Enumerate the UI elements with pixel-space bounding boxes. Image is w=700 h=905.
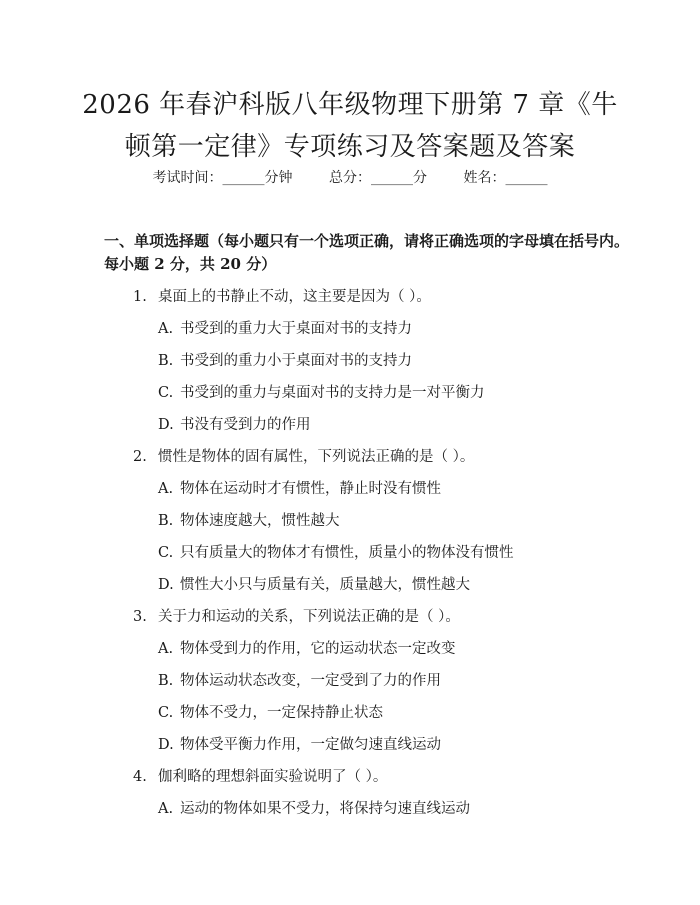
option-text: 惯性大小只与质量有关，质量越大，惯性越大 <box>180 577 470 593</box>
section-heading-line-1: 一、单项选择题（每小题只有一个选项正确，请将正确选项的字母填在括号内。 <box>104 232 630 250</box>
option-letter: C. <box>158 705 174 721</box>
question-text: 惯性是物体的固有属性，下列说法正确的是（ ）。 <box>158 449 475 465</box>
option-item <box>0 665 700 697</box>
student-name: 姓名：______ <box>463 170 548 186</box>
option-letter: D. <box>158 577 174 593</box>
exam-meta <box>0 168 700 188</box>
option-item <box>0 313 700 345</box>
option-text: 物体在运动时才有惯性，静止时没有惯性 <box>180 481 441 497</box>
option-item <box>0 729 700 761</box>
option-text: 书受到的重力小于桌面对书的支持力 <box>180 353 412 369</box>
option-item <box>0 377 700 409</box>
option-letter: A. <box>158 641 174 657</box>
option-letter: D. <box>158 417 174 433</box>
option-letter: B. <box>158 513 174 529</box>
option-text: 只有质量大的物体才有惯性，质量小的物体没有惯性 <box>180 545 514 561</box>
option-letter: A. <box>158 321 174 337</box>
section-heading-line-2: 每小题 2 分，共 20 分） <box>104 255 277 273</box>
question-text: 伽利略的理想斜面实验说明了（ ）。 <box>158 769 388 785</box>
option-item <box>0 537 700 569</box>
option-item <box>0 505 700 537</box>
question-number: 2. <box>133 449 147 465</box>
question-3 <box>0 601 700 633</box>
question-list <box>0 281 700 825</box>
option-letter: A. <box>158 481 174 497</box>
option-text: 物体受到力的作用，它的运动状态一定改变 <box>180 641 456 657</box>
option-text: 书受到的重力与桌面对书的支持力是一对平衡力 <box>180 385 485 401</box>
question-text: 关于力和运动的关系，下列说法正确的是（ ）。 <box>158 609 460 625</box>
option-letter: A. <box>158 801 174 817</box>
option-text: 物体不受力，一定保持静止状态 <box>180 705 383 721</box>
option-item <box>0 569 700 601</box>
option-item <box>0 345 700 377</box>
option-text: 物体受平衡力作用，一定做匀速直线运动 <box>180 737 441 753</box>
option-item <box>0 697 700 729</box>
option-item <box>0 473 700 505</box>
question-4 <box>0 761 700 793</box>
exam-time: 考试时间：______分钟 <box>152 170 293 186</box>
option-letter: B. <box>158 673 174 689</box>
question-number: 3. <box>133 609 147 625</box>
question-1 <box>0 281 700 313</box>
option-letter: B. <box>158 353 174 369</box>
option-item <box>0 793 700 825</box>
option-letter: D. <box>158 737 174 753</box>
question-2 <box>0 441 700 473</box>
section-heading <box>104 230 630 276</box>
document-title <box>40 84 660 168</box>
question-number: 1. <box>133 289 147 305</box>
option-text: 书没有受到力的作用 <box>180 417 311 433</box>
question-number: 4. <box>133 769 147 785</box>
option-text: 书受到的重力大于桌面对书的支持力 <box>180 321 412 337</box>
option-letter: C. <box>158 545 174 561</box>
question-text: 桌面上的书静止不动，这主要是因为（ ）。 <box>158 289 431 305</box>
option-text: 物体速度越大，惯性越大 <box>180 513 340 529</box>
total-score: 总分：______分 <box>329 170 427 186</box>
option-item <box>0 633 700 665</box>
title-line-2: 顿第一定律》专项练习及答案题及答案 <box>124 132 576 162</box>
title-line-1: 2026 年春沪科版八年级物理下册第 7 章《牛 <box>82 90 618 120</box>
option-text: 物体运动状态改变，一定受到了力的作用 <box>180 673 441 689</box>
option-letter: C. <box>158 385 174 401</box>
option-text: 运动的物体如果不受力，将保持匀速直线运动 <box>180 801 470 817</box>
option-item <box>0 409 700 441</box>
